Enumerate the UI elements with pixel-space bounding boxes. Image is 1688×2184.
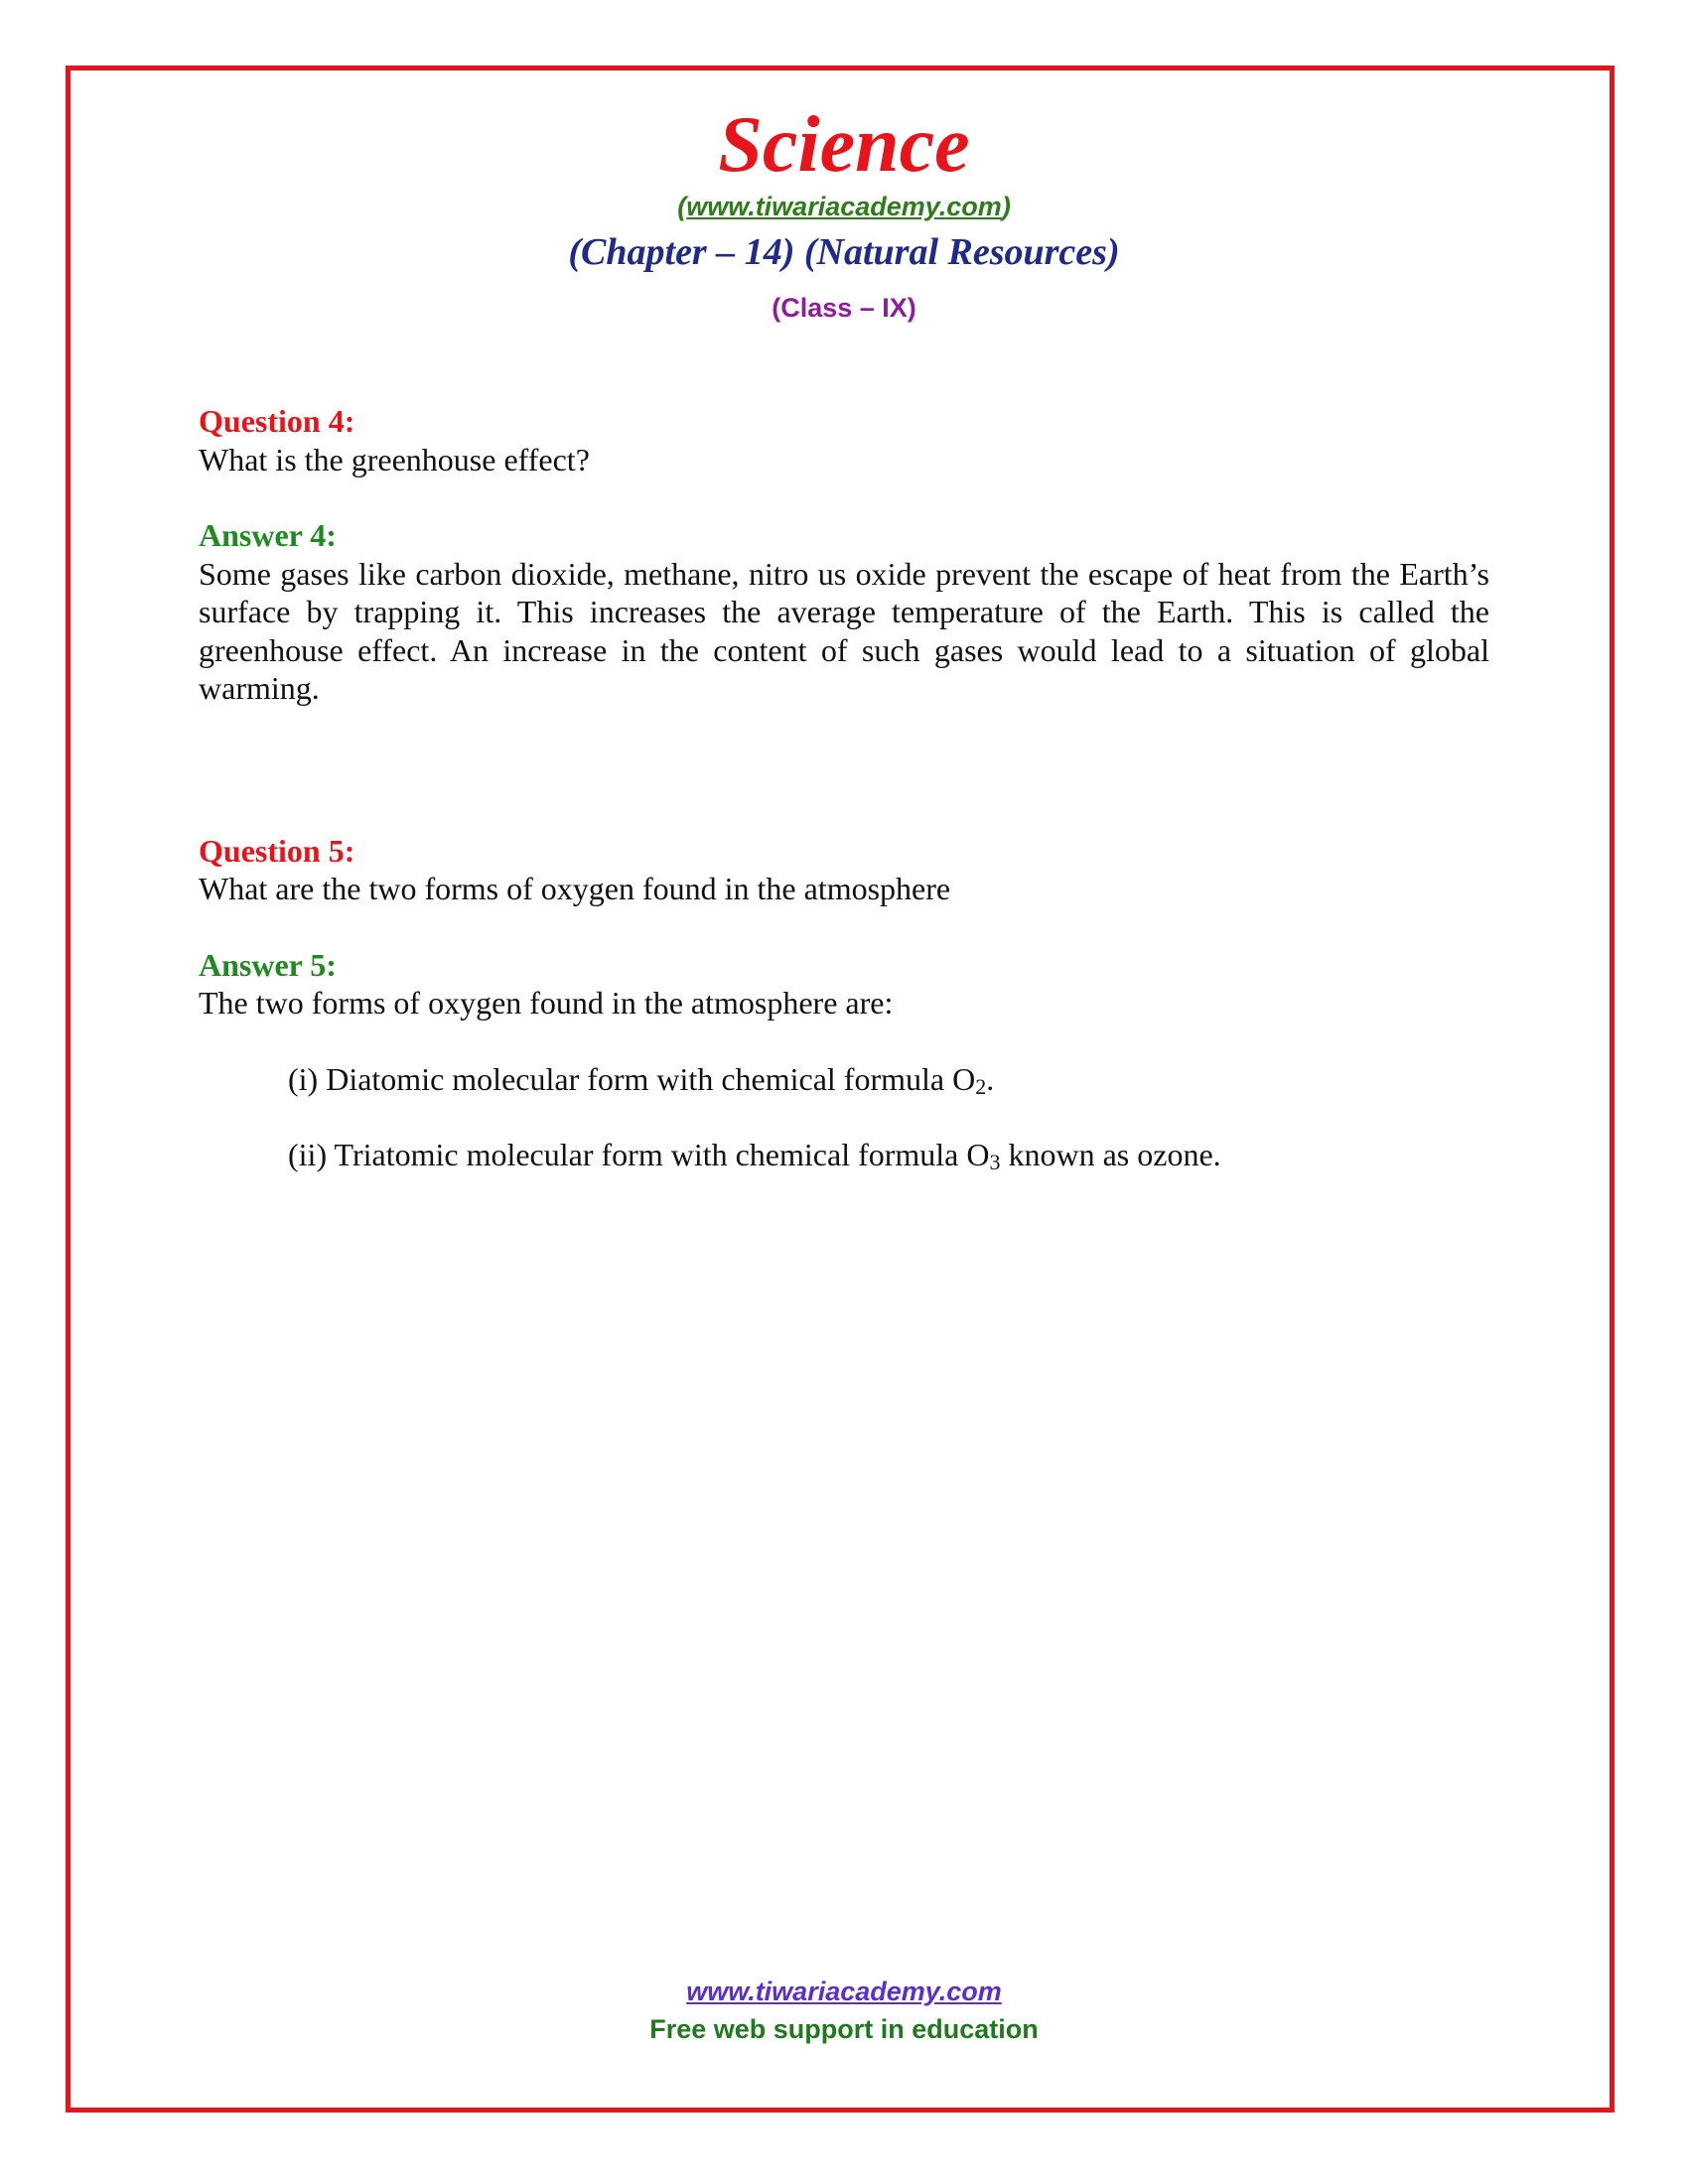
- item-1-subscript: 2: [975, 1073, 987, 1099]
- item-2-text: (ii) Triatomic molecular form with chemical formula O: [288, 1137, 990, 1172]
- qa-block-5: [199, 832, 1489, 1174]
- website-close-paren: ): [1001, 192, 1011, 221]
- question-5-text: What are the two forms of oxygen found in the atmosphere: [199, 871, 951, 906]
- answer-5-item-2: [199, 1136, 1489, 1174]
- footer-tagline: Free web support in education: [649, 2014, 1039, 2044]
- answer-5-label: Answer 5:: [199, 946, 337, 983]
- chapter-heading: (Chapter – 14) (Natural Resources): [568, 231, 1120, 273]
- item-2-suffix: known as ozone.: [1000, 1137, 1221, 1172]
- question-5-label: Question 5:: [199, 832, 355, 869]
- item-1-text: (i) Diatomic molecular form with chemical formula O: [288, 1060, 976, 1097]
- header-website: [0, 189, 1688, 224]
- header-website-link[interactable]: www.tiwariacademy.com: [686, 192, 1002, 221]
- question-4-text: What is the greenhouse effect?: [199, 441, 590, 478]
- website-open-paren: (: [677, 192, 687, 221]
- answer-4-label: Answer 4:: [199, 517, 337, 553]
- page-title: Science: [718, 101, 970, 189]
- item-1-suffix: .: [986, 1060, 995, 1097]
- qa-content: [199, 402, 1489, 1174]
- question-4-label: Question 4:: [199, 403, 355, 439]
- answer-5-item-1: [199, 1060, 1489, 1099]
- answer-5-text: The two forms of oxygen found in the atmosphere are:: [199, 985, 894, 1021]
- footer-website-link[interactable]: www.tiwariacademy.com: [686, 1977, 1002, 2006]
- answer-4-text: Some gases like carbon dioxide, methane, nitro us oxide prevent the escape of heat from the Earth’s surface by trapping it. This increases the average temperature of the Earth. This is called the greenhouse effect. An increase in the content of such gases would lead to a situation of global warming.: [199, 555, 1489, 706]
- item-2-subscript: 3: [989, 1150, 1001, 1174]
- class-label: (Class – IX): [772, 293, 916, 323]
- qa-block-4: [199, 402, 1489, 708]
